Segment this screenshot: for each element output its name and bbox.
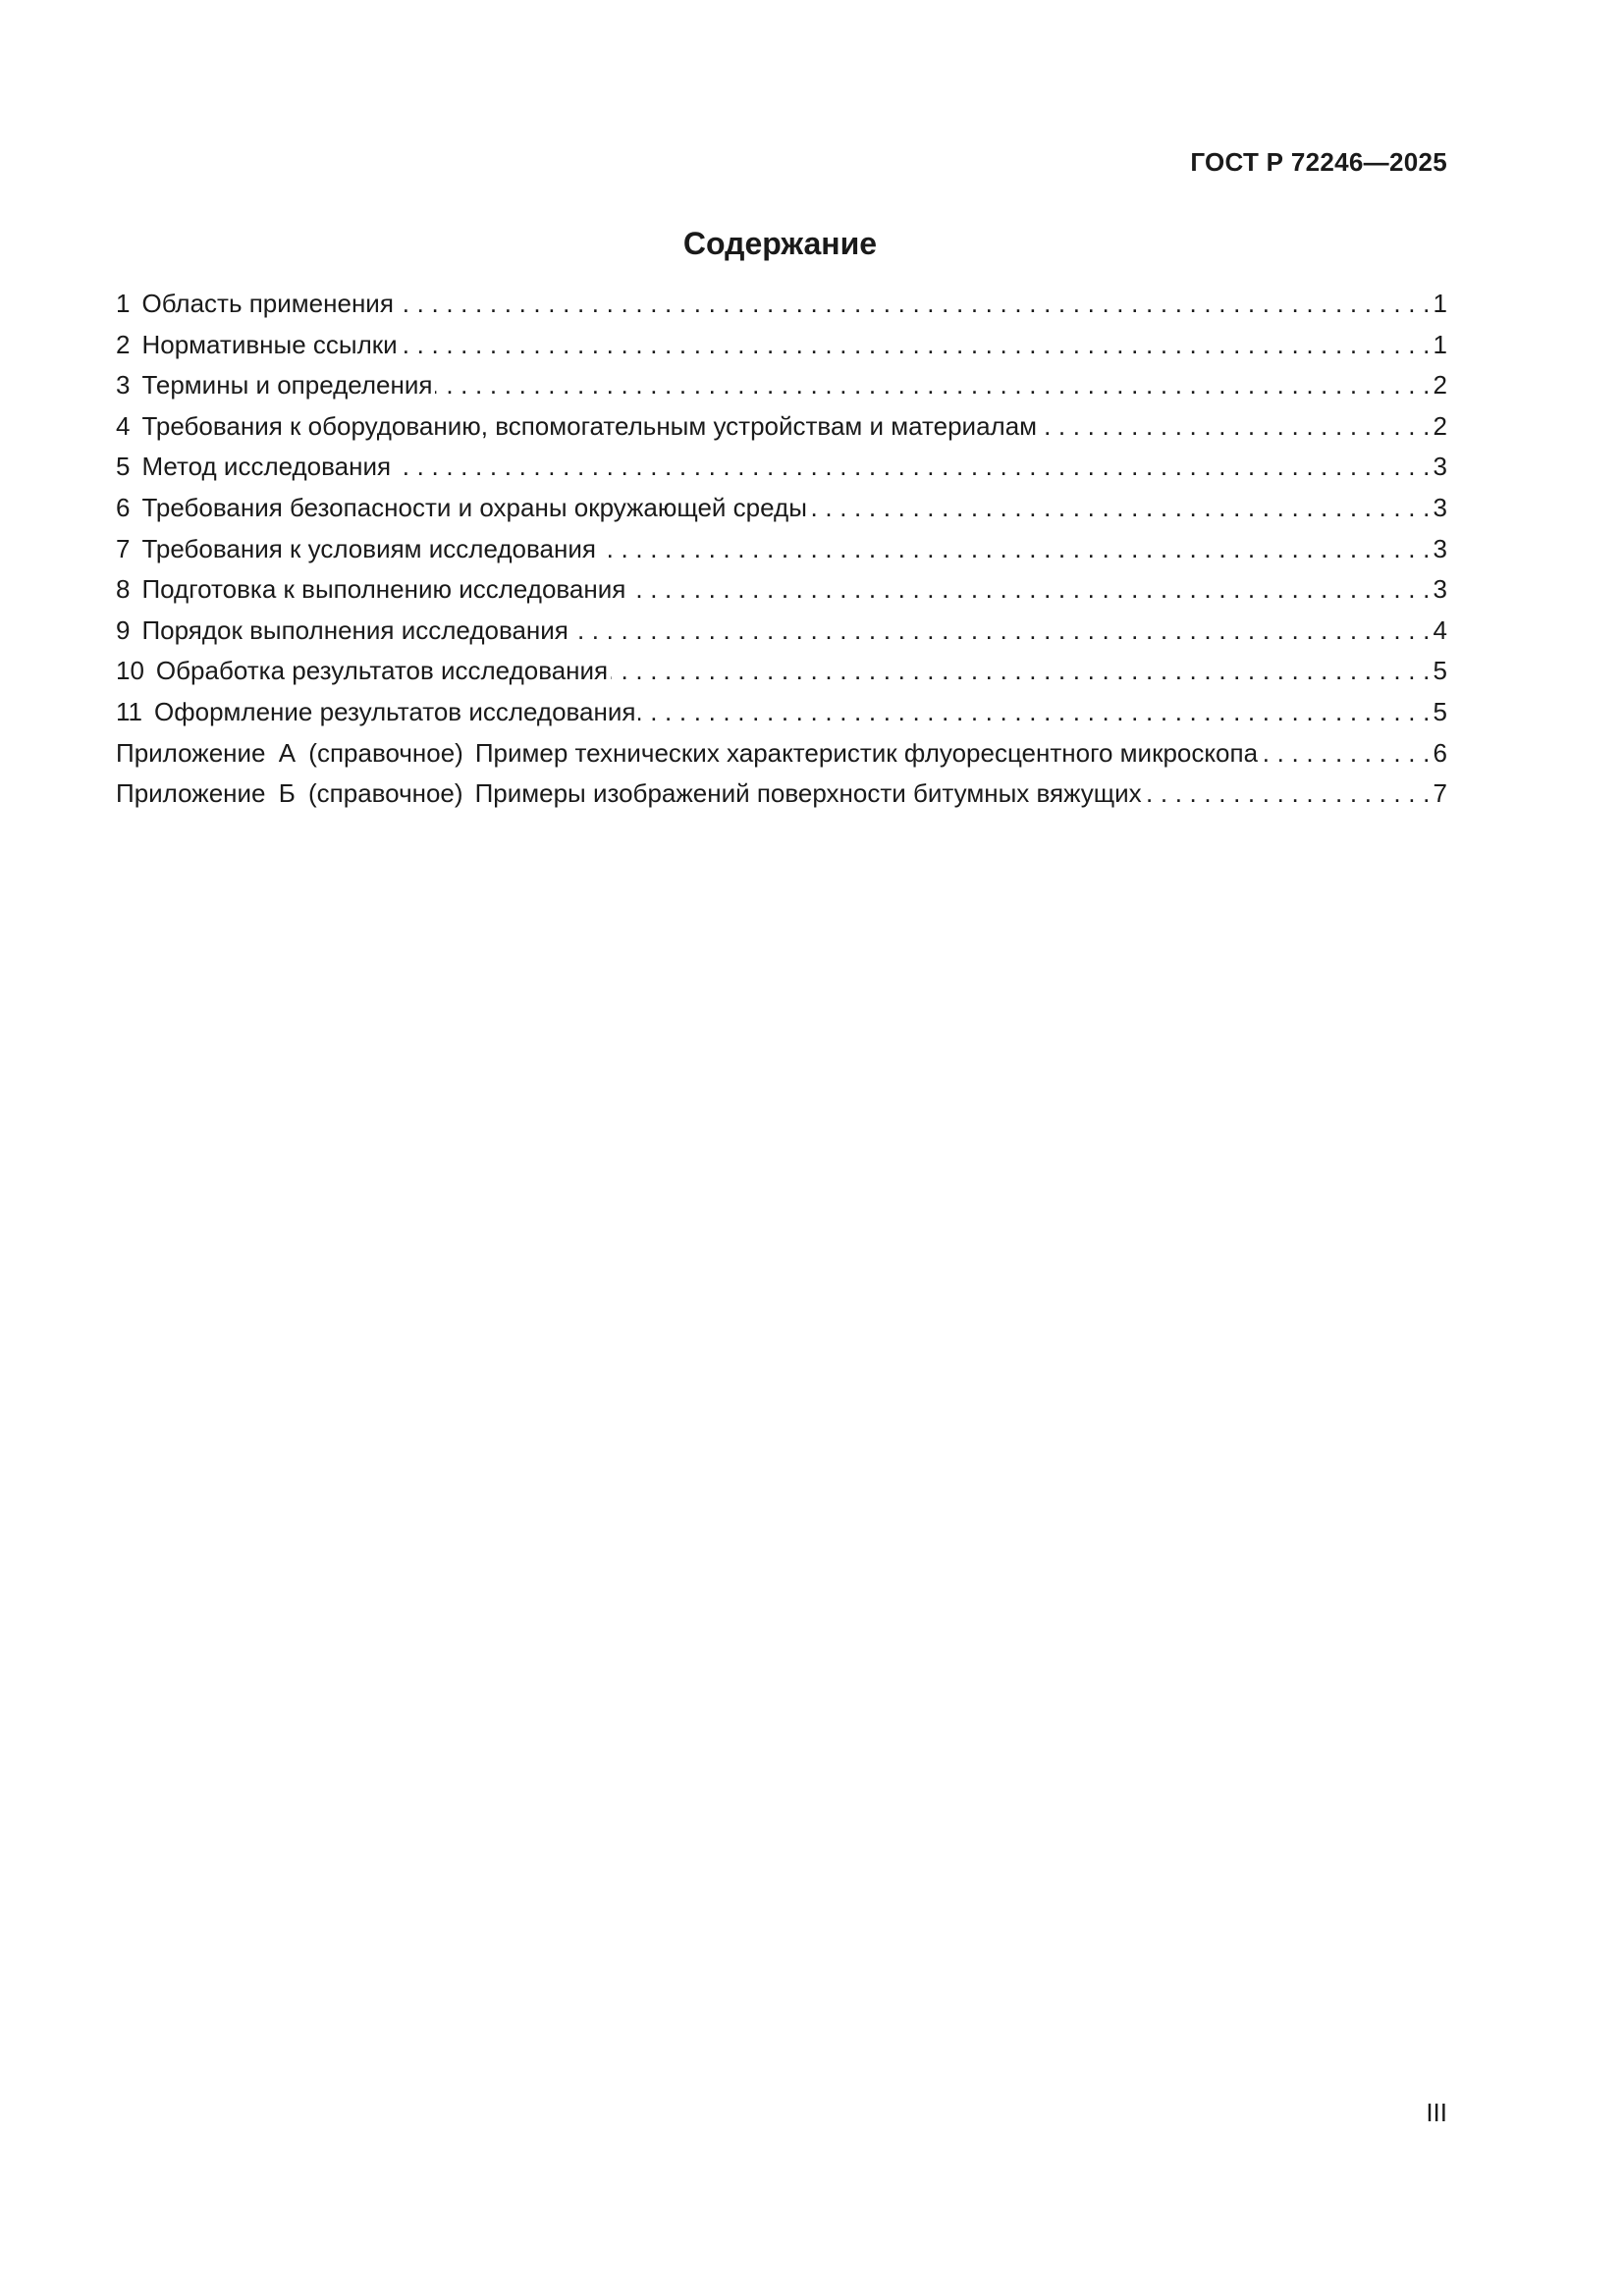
toc-item-title: Область применения	[141, 289, 394, 318]
toc-annex-page: 6	[1433, 737, 1447, 768]
toc-item[interactable]	[116, 611, 1447, 652]
toc-item-number: 5	[116, 452, 131, 482]
toc-item-title: Метод исследования	[141, 452, 392, 482]
toc-item-number: 6	[116, 492, 131, 522]
toc-item-page: 3	[1433, 492, 1447, 522]
toc-item-number: 11	[116, 696, 142, 726]
toc-leader-dots	[394, 447, 1430, 488]
toc-item-number: 8	[116, 574, 131, 605]
toc-item-number: 9	[116, 614, 131, 645]
toc-item[interactable]	[116, 692, 1447, 733]
toc-leader-dots	[810, 488, 1431, 529]
toc-leader-dots	[1261, 733, 1430, 774]
toc-annex-title: Примеры изображений поверхности битумных вяжущих	[474, 778, 1142, 809]
toc-item[interactable]	[116, 651, 1447, 692]
toc-item-page: 1	[1433, 329, 1447, 359]
toc-item[interactable]	[116, 488, 1447, 529]
toc-item[interactable]	[116, 569, 1447, 611]
toc-leader-dots	[628, 569, 1430, 611]
toc-leader-dots	[435, 365, 1430, 406]
toc-item[interactable]	[116, 447, 1447, 488]
toc-item-title: Термины и определения	[141, 370, 433, 400]
toc-item-page: 5	[1433, 696, 1447, 726]
toc-annex-label: Приложение Б (справочное)	[116, 778, 463, 809]
toc-leader-dots	[397, 284, 1431, 325]
toc-item-page: 4	[1433, 614, 1447, 645]
document-code: ГОСТ Р 72246—2025	[1190, 147, 1447, 177]
toc-item-number: 3	[116, 370, 131, 400]
toc-item-title: Требования безопасности и охраны окружающей среды	[141, 492, 807, 522]
toc-item-title: Нормативные ссылки	[141, 329, 398, 359]
toc-annex-label: Приложение А (справочное)	[116, 737, 463, 768]
toc-item-title: Требования к условиям исследования	[141, 533, 596, 563]
toc-leader-dots	[638, 692, 1430, 733]
toc-annex-title: Пример технических характеристик флуоресцентного микроскопа	[474, 737, 1259, 768]
toc-item-title: Подготовка к выполнению исследования	[141, 574, 626, 605]
toc-item-page: 3	[1433, 533, 1447, 563]
toc-item-title: Оформление результатов исследования	[154, 696, 636, 726]
toc-item[interactable]	[116, 529, 1447, 570]
toc-item-page: 2	[1433, 410, 1447, 441]
toc-leader-dots	[599, 529, 1431, 570]
toc-leader-dots	[401, 325, 1431, 366]
toc-item-title: Порядок выполнения исследования	[141, 614, 568, 645]
toc-item[interactable]	[116, 325, 1447, 366]
toc-item[interactable]	[116, 284, 1447, 325]
toc-item-page: 3	[1433, 574, 1447, 605]
page-number: III	[1426, 2098, 1447, 2127]
toc-annex-page: 7	[1433, 778, 1447, 809]
toc-leader-dots	[1145, 774, 1431, 815]
toc-item-page: 3	[1433, 452, 1447, 482]
toc-leader-dots	[571, 611, 1431, 652]
toc-item-title: Требования к оборудованию, вспомогательным устройствам и материалам	[141, 410, 1038, 441]
toc-annex-item[interactable]	[116, 774, 1447, 815]
toc-item-page: 2	[1433, 370, 1447, 400]
toc-leader-dots	[1040, 406, 1430, 448]
toc-item-page: 1	[1433, 289, 1447, 318]
toc-item-page: 5	[1433, 656, 1447, 686]
toc-item[interactable]	[116, 365, 1447, 406]
toc-annex-item[interactable]	[116, 733, 1447, 774]
toc-title: Содержание	[682, 226, 878, 261]
toc-leader-dots	[611, 651, 1430, 692]
toc-item-number: 4	[116, 410, 131, 441]
toc-item-number: 1	[116, 289, 131, 318]
toc-item-number: 7	[116, 533, 131, 563]
toc-item-title: Обработка результатов исследования	[155, 656, 609, 686]
toc-item-number: 10	[116, 656, 144, 686]
toc-item-number: 2	[116, 329, 131, 359]
toc-item[interactable]	[116, 406, 1447, 448]
table-of-contents	[116, 284, 1447, 815]
